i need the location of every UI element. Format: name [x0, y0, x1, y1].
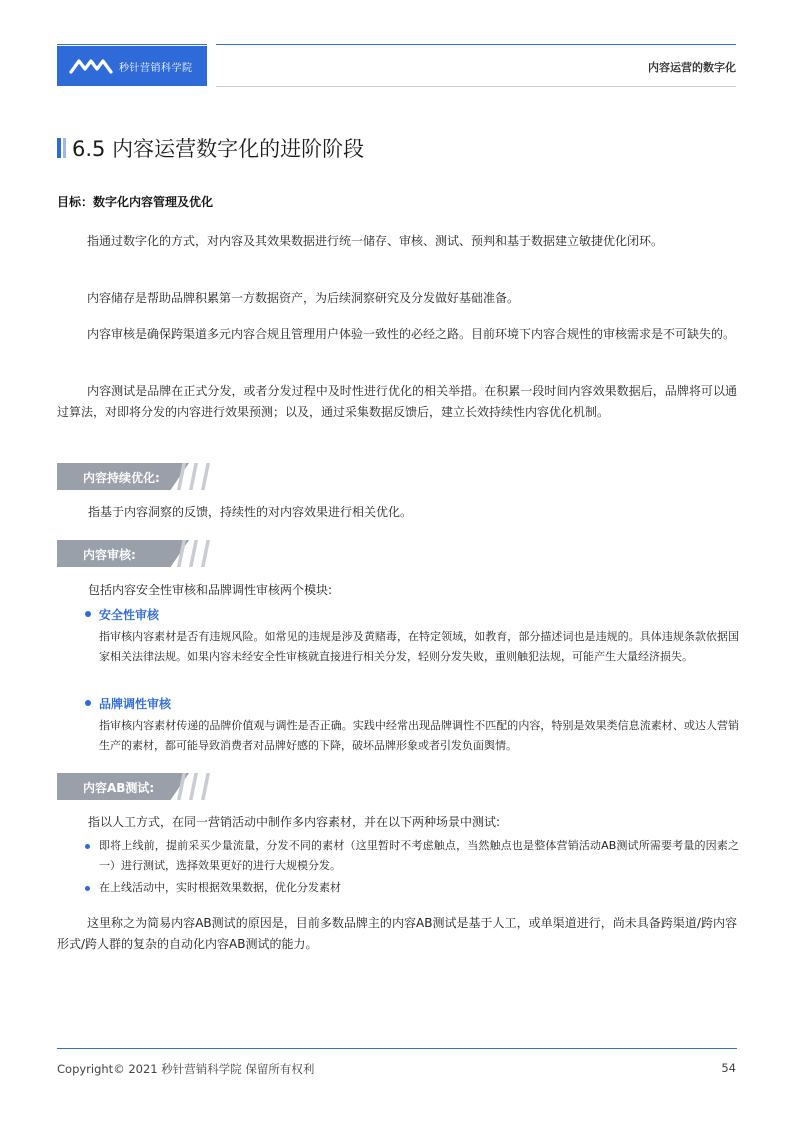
running-header-title: 内容运营的数字化 [648, 61, 736, 74]
tag-stripe [189, 773, 198, 800]
tag-stripe [189, 540, 198, 567]
goal-heading: 目标：数字化内容管理及优化 [57, 195, 214, 209]
ab-item-prelaunch: 即将上线前，提前采买少量流量，分发不同的素材（这里暂时不考虑触点，当然触点也是整体营销活动AB测试所需要考量的因素之一）进行测试，选择效果更好的进行大规模分发。 [99, 839, 739, 872]
paragraph-storage: 内容储存是帮助品牌积累第一方数据资产，为后续洞察研究及分发做好基础准备。 [87, 291, 520, 305]
continuous-optimization-text: 指基于内容洞察的反馈，持续性的对内容效果进行相关优化。 [88, 505, 413, 519]
tag-stripe [189, 463, 198, 490]
paragraph-testing: 内容测试是品牌在正式分发，或者分发过程中及时性进行优化的相关举措。在积累一段时间内容效果数据后，品牌将可以通过算法，对即将分发的内容进行效果预测；以及，通过采集数据反馈后，建立长效持续性内容优化机制。 [57, 384, 737, 419]
tag-label: 内容持续优化: [83, 471, 160, 485]
section-marker-primary [57, 138, 61, 158]
brand-logo [57, 46, 207, 86]
paragraph-intro: 指通过数字化的方式，对内容及其效果数据进行统一储存、审核、测试、预判和基于数据建立敏捷优化闭环。 [87, 234, 664, 248]
footer-rule [57, 1048, 737, 1049]
safety-review-text: 指审核内容素材是否有违规风险。如常见的违规是涉及黄赌毒，在特定领域，如教育，部分描述词也是违规的。具体违规条款依据国家相关法律法规。如果内容未经安全性审核就直接进行相关分发，轻则分发失败，重则触犯法规，可能产生大量经济损失。 [99, 630, 739, 663]
page-number: 54 [721, 1061, 736, 1075]
tag-stripe [201, 540, 210, 567]
tag-continuous-optimization [57, 463, 217, 490]
brand-tone-review-text: 指审核内容素材传递的品牌价值观与调性是否正确。实践中经常出现品牌调性不匹配的内容，特别是效果类信息流素材、或达人营销生产的素材，都可能导致消费者对品牌好感的下降，破坏品牌形象或者引发负面舆情。 [99, 719, 739, 752]
footer-copyright: Copyright© 2021 秒针营销科学院 保留所有权利 [57, 1062, 315, 1076]
bullet-dot-icon [85, 611, 91, 617]
header-rule-left [57, 44, 207, 45]
tag-ab-testing [57, 773, 217, 800]
section-marker-secondary [63, 138, 66, 158]
tag-label: 内容AB测试: [83, 781, 155, 795]
header-rule-top [216, 44, 736, 45]
logo-text: 秒针营销科学院 [119, 62, 193, 74]
brand-tone-review-title: 品牌调性审核 [99, 697, 172, 711]
bullet-dot-icon [85, 700, 91, 706]
bullet-dot-icon [85, 886, 90, 891]
tag-content-review [57, 540, 217, 567]
paragraph-review: 内容审核是确保跨渠道多元内容合规且管理用户体验一致性的必经之路。目前环境下内容合规性的审核需求是不可缺失的。 [87, 327, 736, 341]
header-rule-bottom [216, 86, 736, 87]
logo-mark-icon [69, 56, 113, 76]
paragraph-closing: 这里称之为简易内容AB测试的原因是，目前多数品牌主的内容AB测试是基于人工，或单渠道进行，尚未具备跨渠道/跨内容形式/跨人群的复杂的自动化内容AB测试的能力。 [57, 916, 737, 951]
tag-label: 内容审核: [83, 548, 136, 562]
tag-stripe [201, 773, 210, 800]
section-title: 6.5 内容运营数字化的进阶阶段 [72, 137, 365, 161]
ab-intro-text: 指以人工方式，在同一营销活动中制作多内容素材，并在以下两种场景中测试: [88, 815, 501, 829]
tag-stripe [201, 463, 210, 490]
review-intro-text: 包括内容安全性审核和品牌调性审核两个模块: [88, 583, 333, 597]
bullet-dot-icon [85, 844, 90, 849]
ab-item-live: 在上线活动中，实时根据效果数据，优化分发素材 [99, 881, 341, 894]
safety-review-title: 安全性审核 [99, 608, 160, 622]
